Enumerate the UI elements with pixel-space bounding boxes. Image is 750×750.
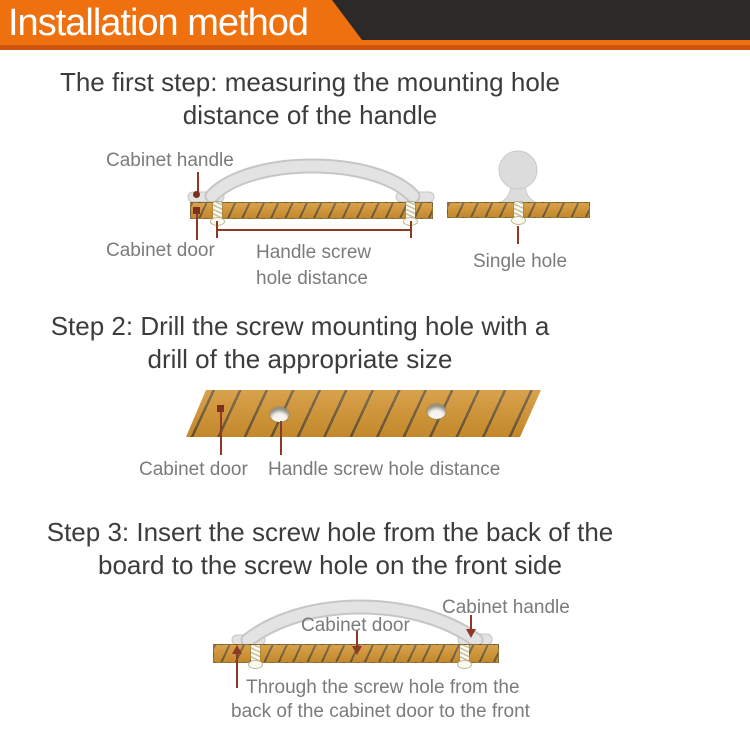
handle-arrow-down-icon: [466, 629, 476, 638]
step3-heading-line1: Step 3: Insert the screw hole from the back of the: [46, 517, 614, 547]
hole-leader-line-2: [280, 421, 282, 455]
handle-leader-line: [197, 172, 199, 193]
step2-heading: [20, 310, 580, 376]
door-leader-line-2: [220, 411, 222, 455]
label-cabinet-handle: Cabinet handle: [106, 150, 234, 171]
dimension-line: [217, 229, 412, 231]
single-knob-illustration: [490, 148, 550, 204]
screw-cap-knob: [511, 216, 526, 225]
drill-hole-left: [270, 407, 289, 422]
header-underline: [0, 45, 750, 50]
label-cabinet-door: Cabinet door: [106, 240, 215, 261]
label-cabinet-door-2: Cabinet door: [139, 459, 248, 480]
header-banner: [0, 0, 750, 50]
step1-heading: [20, 66, 600, 132]
label-screw-distance-line1: Handle screw: [256, 242, 372, 263]
label-cabinet-door-3: Cabinet door: [301, 615, 410, 636]
dimension-tick-right: [410, 221, 412, 238]
single-hole-leader-line: [517, 226, 519, 244]
label-screw-distance: [256, 240, 371, 292]
drill-hole-right: [427, 404, 446, 419]
screw-cap-right-3: [457, 660, 472, 669]
door-arrow-down-icon: [352, 646, 362, 655]
label-single-hole: Single hole: [473, 251, 568, 272]
page-title: Installation method: [8, 2, 308, 44]
step1-heading-line1: The first step: measuring the mounting hole: [59, 67, 561, 97]
step2-heading-line2: drill of the appropriate size: [147, 344, 453, 374]
step3-heading: [25, 516, 635, 582]
label-screw-distance-line2: hole distance: [256, 268, 368, 289]
label-screw-distance-2: Handle screw hole distance: [268, 459, 501, 480]
label-cabinet-handle-3: Cabinet handle: [442, 597, 570, 618]
step2-heading-line1: Step 2: Drill the screw mounting hole with a: [50, 311, 550, 341]
handle-leader-dot: [193, 191, 200, 198]
dimension-tick-left: [216, 221, 218, 238]
cabinet-door-board-left: [190, 202, 433, 219]
step1-heading-line2: distance of the handle: [182, 100, 438, 130]
label-through-line2: back of the cabinet door to the front: [231, 701, 530, 722]
step3-heading-line2: board to the screw hole on the front side: [98, 550, 562, 580]
through-arrow-line: [236, 653, 238, 688]
screw-cap-left-3: [248, 660, 263, 669]
drilled-board: [186, 390, 541, 437]
label-through-line1: Through the screw hole from the: [246, 677, 520, 698]
door-leader-line: [196, 213, 198, 240]
